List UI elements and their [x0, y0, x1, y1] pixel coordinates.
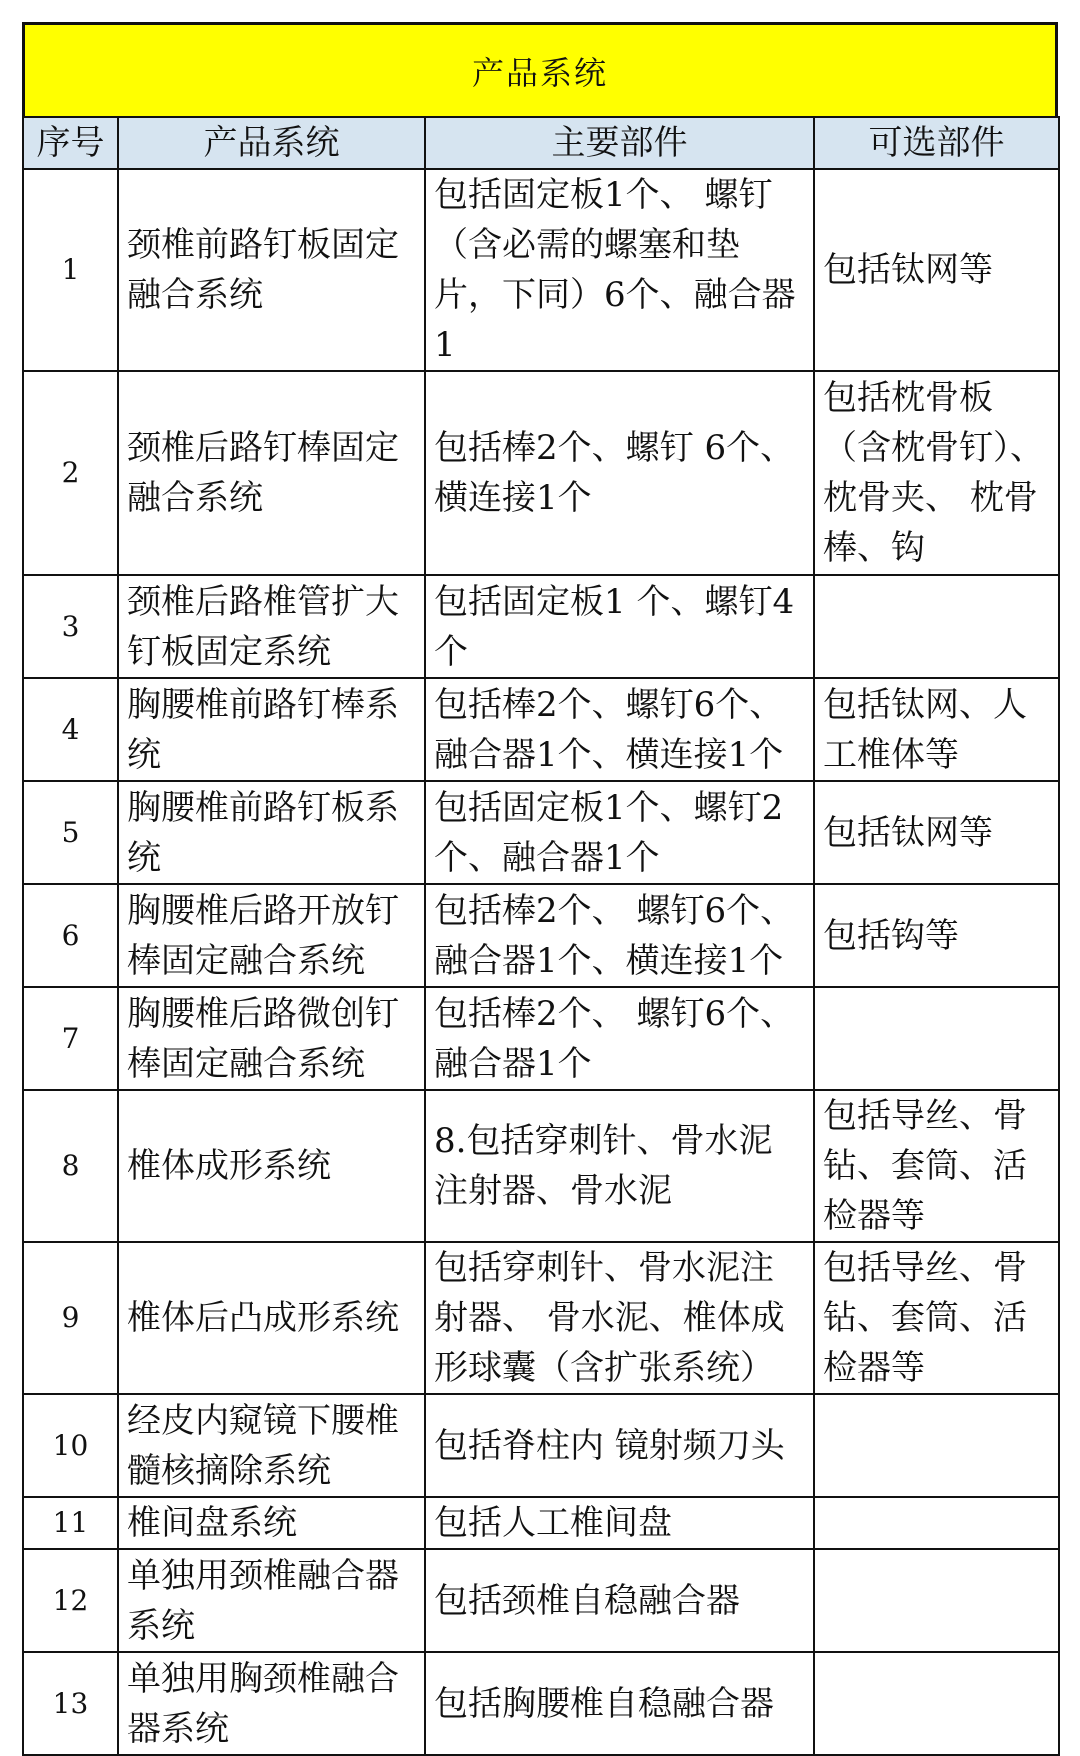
- main-parts-cell: 包括固定板1 个、螺钉4个: [425, 575, 814, 678]
- product-system-cell: 胸腰椎前路钉棒系统: [118, 678, 425, 781]
- optional-parts-cell: 包括导丝、骨钻、套筒、活检器等: [814, 1242, 1059, 1394]
- table-row: [23, 1394, 1059, 1497]
- product-system-cell: 胸腰椎后路微创钉棒固定融合系统: [118, 987, 425, 1090]
- table-row: [23, 575, 1059, 678]
- optional-parts-cell: 包括钛网等: [814, 169, 1059, 371]
- table-row: [23, 1652, 1059, 1755]
- table-row: [23, 1090, 1059, 1242]
- seq-cell: 13: [23, 1652, 118, 1755]
- optional-parts-cell: 包括导丝、骨钻、套筒、活检器等: [814, 1090, 1059, 1242]
- optional-parts-cell: [814, 1497, 1059, 1549]
- header-seq: 序号: [23, 117, 118, 169]
- main-parts-cell: 包括胸腰椎自稳融合器: [425, 1652, 814, 1755]
- main-parts-cell: 包括棒2个、螺钉 6个、横连接1个: [425, 371, 814, 575]
- main-parts-cell: 包括人工椎间盘: [425, 1497, 814, 1549]
- optional-parts-cell: 包括枕骨板（含枕骨钉）、枕骨夹、 枕骨棒、钩: [814, 371, 1059, 575]
- main-parts-cell: 包括穿刺针、骨水泥注射器、 骨水泥、椎体成形球囊（含扩张系统）: [425, 1242, 814, 1394]
- header-row: [23, 117, 1059, 169]
- seq-cell: 12: [23, 1549, 118, 1652]
- product-system-cell: 经皮内窥镜下腰椎髓核摘除系统: [118, 1394, 425, 1497]
- table-row: [23, 169, 1059, 371]
- seq-cell: 8: [23, 1090, 118, 1242]
- product-table-container: [22, 22, 1058, 1756]
- seq-cell: 11: [23, 1497, 118, 1549]
- seq-cell: 5: [23, 781, 118, 884]
- header-product-system: 产品系统: [118, 117, 425, 169]
- table-row: [23, 781, 1059, 884]
- seq-cell: 3: [23, 575, 118, 678]
- table-title: 产品系统: [22, 22, 1058, 116]
- main-parts-cell: 包括脊柱内 镜射频刀头: [425, 1394, 814, 1497]
- seq-cell: 4: [23, 678, 118, 781]
- product-system-cell: 单独用颈椎融合器系统: [118, 1549, 425, 1652]
- product-system-cell: 椎间盘系统: [118, 1497, 425, 1549]
- header-main-parts: 主要部件: [425, 117, 814, 169]
- optional-parts-cell: [814, 1394, 1059, 1497]
- header-optional-parts: 可选部件: [814, 117, 1059, 169]
- main-parts-cell: 包括固定板1个、 螺钉（含必需的螺塞和垫片，下同）6个、融合器1: [425, 169, 814, 371]
- table-row: [23, 987, 1059, 1090]
- main-parts-cell: 包括固定板1个、螺钉2个、融合器1个: [425, 781, 814, 884]
- product-system-cell: 单独用胸颈椎融合器系统: [118, 1652, 425, 1755]
- main-parts-cell: 包括棒2个、 螺钉6个、融合器1个: [425, 987, 814, 1090]
- product-table: [22, 116, 1060, 1756]
- main-parts-cell: 8.包括穿刺针、骨水泥注射器、骨水泥: [425, 1090, 814, 1242]
- optional-parts-cell: [814, 1549, 1059, 1652]
- product-system-cell: 椎体成形系统: [118, 1090, 425, 1242]
- product-system-cell: 颈椎前路钉板固定融合系统: [118, 169, 425, 371]
- main-parts-cell: 包括颈椎自稳融合器: [425, 1549, 814, 1652]
- seq-cell: 10: [23, 1394, 118, 1497]
- optional-parts-cell: [814, 1652, 1059, 1755]
- table-row: [23, 371, 1059, 575]
- optional-parts-cell: 包括钛网等: [814, 781, 1059, 884]
- main-parts-cell: 包括棒2个、 螺钉6个、融合器1个、横连接1个: [425, 884, 814, 987]
- seq-cell: 7: [23, 987, 118, 1090]
- table-row: [23, 884, 1059, 987]
- table-body: [23, 169, 1059, 1755]
- seq-cell: 1: [23, 169, 118, 371]
- seq-cell: 6: [23, 884, 118, 987]
- optional-parts-cell: [814, 987, 1059, 1090]
- seq-cell: 2: [23, 371, 118, 575]
- table-row: [23, 1497, 1059, 1549]
- product-system-cell: 胸腰椎后路开放钉棒固定融合系统: [118, 884, 425, 987]
- table-row: [23, 1242, 1059, 1394]
- product-system-cell: 椎体后凸成形系统: [118, 1242, 425, 1394]
- optional-parts-cell: [814, 575, 1059, 678]
- product-system-cell: 颈椎后路钉棒固定融合系统: [118, 371, 425, 575]
- optional-parts-cell: 包括钛网、人工椎体等: [814, 678, 1059, 781]
- table-row: [23, 678, 1059, 781]
- product-system-cell: 胸腰椎前路钉板系统: [118, 781, 425, 884]
- table-row: [23, 1549, 1059, 1652]
- main-parts-cell: 包括棒2个、螺钉6个、融合器1个、横连接1个: [425, 678, 814, 781]
- optional-parts-cell: 包括钩等: [814, 884, 1059, 987]
- seq-cell: 9: [23, 1242, 118, 1394]
- product-system-cell: 颈椎后路椎管扩大钉板固定系统: [118, 575, 425, 678]
